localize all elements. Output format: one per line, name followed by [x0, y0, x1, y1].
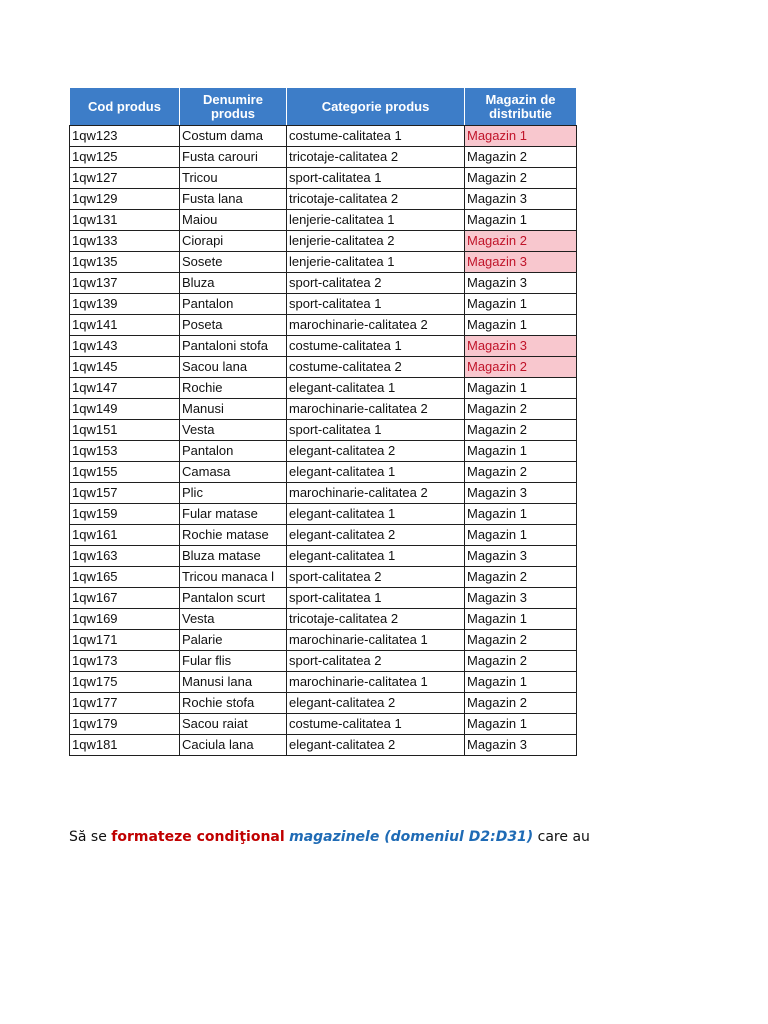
cell-cod-produs[interactable]: 1qw177 [70, 693, 180, 714]
cell-magazin[interactable]: Magazin 1 [465, 441, 577, 462]
table-row [70, 252, 577, 273]
cell-categorie-produs[interactable]: elegant-calitatea 2 [287, 441, 465, 462]
cell-denumire-produs[interactable]: Fusta carouri [180, 147, 287, 168]
cell-magazin[interactable]: Magazin 3 [465, 588, 577, 609]
cell-magazin[interactable]: Magazin 1 [465, 504, 577, 525]
cell-cod-produs[interactable]: 1qw171 [70, 630, 180, 651]
cell-categorie-produs[interactable]: tricotaje-calitatea 2 [287, 189, 465, 210]
cell-magazin[interactable]: Magazin 3 [465, 189, 577, 210]
cell-denumire-produs[interactable]: Manusi lana [180, 672, 287, 693]
table-row [70, 378, 577, 399]
cell-cod-produs[interactable]: 1qw147 [70, 378, 180, 399]
cell-denumire-produs[interactable]: Vesta [180, 420, 287, 441]
cell-denumire-produs[interactable]: Bluza [180, 273, 287, 294]
cell-cod-produs[interactable]: 1qw137 [70, 273, 180, 294]
cell-categorie-produs[interactable]: marochinarie-calitatea 2 [287, 315, 465, 336]
cell-cod-produs[interactable]: 1qw141 [70, 315, 180, 336]
cell-magazin[interactable]: Magazin 2 [465, 567, 577, 588]
cell-denumire-produs[interactable]: Pantalon scurt [180, 588, 287, 609]
cell-categorie-produs[interactable]: marochinarie-calitatea 2 [287, 483, 465, 504]
cell-cod-produs[interactable]: 1qw133 [70, 231, 180, 252]
cell-magazin[interactable]: Magazin 3 [465, 483, 577, 504]
cell-magazin[interactable]: Magazin 1 [465, 609, 577, 630]
cell-magazin[interactable]: Magazin 2 [465, 462, 577, 483]
table-row [70, 525, 577, 546]
cell-cod-produs[interactable]: 1qw163 [70, 546, 180, 567]
cell-denumire-produs[interactable]: Costum dama [180, 126, 287, 147]
cell-categorie-produs[interactable]: elegant-calitatea 2 [287, 525, 465, 546]
cell-cod-produs[interactable]: 1qw159 [70, 504, 180, 525]
cell-denumire-produs[interactable]: Sosete [180, 252, 287, 273]
cell-categorie-produs[interactable]: costume-calitatea 1 [287, 126, 465, 147]
cell-categorie-produs[interactable]: lenjerie-calitatea 2 [287, 231, 465, 252]
cell-cod-produs[interactable]: 1qw129 [70, 189, 180, 210]
cell-cod-produs[interactable]: 1qw145 [70, 357, 180, 378]
cell-cod-produs[interactable]: 1qw161 [70, 525, 180, 546]
cell-denumire-produs[interactable]: Caciula lana [180, 735, 287, 756]
table-row [70, 714, 577, 735]
cell-categorie-produs[interactable]: marochinarie-calitatea 1 [287, 630, 465, 651]
cell-categorie-produs[interactable]: costume-calitatea 1 [287, 336, 465, 357]
table-row [70, 420, 577, 441]
instruction-part-4: magazinele (domeniul D2:D31) [289, 829, 534, 845]
cell-cod-produs[interactable]: 1qw127 [70, 168, 180, 189]
cell-cod-produs[interactable]: 1qw139 [70, 294, 180, 315]
cell-cod-produs[interactable]: 1qw125 [70, 147, 180, 168]
cell-magazin[interactable]: Magazin 1 [465, 714, 577, 735]
cell-magazin[interactable]: Magazin 1 [465, 210, 577, 231]
cell-cod-produs[interactable]: 1qw181 [70, 735, 180, 756]
cell-cod-produs[interactable]: 1qw165 [70, 567, 180, 588]
cell-denumire-produs[interactable]: Tricou [180, 168, 287, 189]
table-row [70, 567, 577, 588]
cell-denumire-produs[interactable]: Tricou manaca l [180, 567, 287, 588]
cell-categorie-produs[interactable]: sport-calitatea 2 [287, 567, 465, 588]
cell-cod-produs[interactable]: 1qw175 [70, 672, 180, 693]
cell-magazin[interactable]: Magazin 3 [465, 273, 577, 294]
cell-cod-produs[interactable]: 1qw169 [70, 609, 180, 630]
cell-denumire-produs[interactable]: Manusi [180, 399, 287, 420]
cell-categorie-produs[interactable]: lenjerie-calitatea 1 [287, 252, 465, 273]
header-categorie-produs[interactable]: Categorie produs [287, 88, 465, 126]
cell-cod-produs[interactable]: 1qw157 [70, 483, 180, 504]
table-row [70, 231, 577, 252]
instruction-part-1: Să se [69, 829, 112, 845]
table-row [70, 504, 577, 525]
instruction-text [69, 829, 590, 845]
cell-magazin[interactable]: Magazin 2 [465, 168, 577, 189]
cell-magazin[interactable]: Magazin 3 [465, 546, 577, 567]
table-row [70, 357, 577, 378]
cell-magazin[interactable]: Magazin 3 [465, 735, 577, 756]
table-row [70, 462, 577, 483]
cell-denumire-produs[interactable]: Pantaloni stofa [180, 336, 287, 357]
cell-cod-produs[interactable]: 1qw153 [70, 441, 180, 462]
cell-denumire-produs[interactable]: Plic [180, 483, 287, 504]
table-row [70, 294, 577, 315]
instruction-part-2: formateze condiţional [111, 829, 285, 845]
cell-cod-produs[interactable]: 1qw179 [70, 714, 180, 735]
cell-categorie-produs[interactable]: elegant-calitatea 1 [287, 462, 465, 483]
table-row [70, 441, 577, 462]
cell-categorie-produs[interactable]: sport-calitatea 1 [287, 294, 465, 315]
cell-denumire-produs[interactable]: Rochie [180, 378, 287, 399]
table-row [70, 336, 577, 357]
table-row [70, 588, 577, 609]
header-cod-produs[interactable]: Cod produs [70, 88, 180, 126]
table-row [70, 546, 577, 567]
table-row [70, 210, 577, 231]
cell-cod-produs[interactable]: 1qw131 [70, 210, 180, 231]
cell-magazin[interactable]: Magazin 1 [465, 525, 577, 546]
cell-cod-produs[interactable]: 1qw143 [70, 336, 180, 357]
instruction-part-5: care au [533, 829, 590, 845]
cell-denumire-produs[interactable]: Ciorapi [180, 231, 287, 252]
cell-categorie-produs[interactable]: tricotaje-calitatea 2 [287, 609, 465, 630]
cell-cod-produs[interactable]: 1qw167 [70, 588, 180, 609]
cell-cod-produs[interactable]: 1qw155 [70, 462, 180, 483]
cell-denumire-produs[interactable]: Fular matase [180, 504, 287, 525]
cell-categorie-produs[interactable]: sport-calitatea 1 [287, 168, 465, 189]
cell-denumire-produs[interactable]: Pantalon [180, 441, 287, 462]
cell-cod-produs[interactable]: 1qw123 [70, 126, 180, 147]
cell-categorie-produs[interactable]: elegant-calitatea 2 [287, 693, 465, 714]
cell-categorie-produs[interactable]: costume-calitatea 2 [287, 357, 465, 378]
cell-magazin[interactable]: Magazin 2 [465, 693, 577, 714]
cell-cod-produs[interactable]: 1qw149 [70, 399, 180, 420]
cell-categorie-produs[interactable]: sport-calitatea 2 [287, 273, 465, 294]
cell-magazin[interactable]: Magazin 3 [465, 252, 577, 273]
cell-categorie-produs[interactable]: elegant-calitatea 1 [287, 546, 465, 567]
cell-magazin[interactable]: Magazin 2 [465, 231, 577, 252]
cell-magazin[interactable]: Magazin 1 [465, 672, 577, 693]
cell-denumire-produs[interactable]: Pantalon [180, 294, 287, 315]
cell-denumire-produs[interactable]: Fular flis [180, 651, 287, 672]
cell-magazin[interactable]: Magazin 2 [465, 420, 577, 441]
table-row [70, 651, 577, 672]
cell-categorie-produs[interactable]: marochinarie-calitatea 1 [287, 672, 465, 693]
table-row [70, 273, 577, 294]
table-row [70, 147, 577, 168]
cell-categorie-produs[interactable]: marochinarie-calitatea 2 [287, 399, 465, 420]
cell-categorie-produs[interactable]: sport-calitatea 1 [287, 420, 465, 441]
cell-categorie-produs[interactable]: elegant-calitatea 2 [287, 735, 465, 756]
cell-categorie-produs[interactable]: elegant-calitatea 1 [287, 378, 465, 399]
table-row [70, 399, 577, 420]
table-row [70, 315, 577, 336]
cell-denumire-produs[interactable]: Rochie stofa [180, 693, 287, 714]
cell-magazin[interactable]: Magazin 3 [465, 336, 577, 357]
cell-categorie-produs[interactable]: costume-calitatea 1 [287, 714, 465, 735]
cell-magazin[interactable]: Magazin 2 [465, 147, 577, 168]
cell-denumire-produs[interactable]: Bluza matase [180, 546, 287, 567]
cell-magazin[interactable]: Magazin 1 [465, 378, 577, 399]
header-denumire-produs[interactable]: Denumire produs [180, 88, 287, 126]
table-row [70, 609, 577, 630]
cell-magazin[interactable]: Magazin 2 [465, 630, 577, 651]
cell-denumire-produs[interactable]: Fusta lana [180, 189, 287, 210]
header-row [70, 88, 577, 126]
table-body [70, 126, 577, 756]
cell-denumire-produs[interactable]: Vesta [180, 609, 287, 630]
cell-denumire-produs[interactable]: Sacou lana [180, 357, 287, 378]
header-magazin-distributie[interactable]: Magazin de distributie [465, 88, 577, 126]
table-row [70, 735, 577, 756]
cell-denumire-produs[interactable]: Maiou [180, 210, 287, 231]
cell-denumire-produs[interactable]: Rochie matase [180, 525, 287, 546]
table-row [70, 672, 577, 693]
cell-denumire-produs[interactable]: Poseta [180, 315, 287, 336]
cell-categorie-produs[interactable]: elegant-calitatea 1 [287, 504, 465, 525]
cell-denumire-produs[interactable]: Sacou raiat [180, 714, 287, 735]
cell-magazin[interactable]: Magazin 2 [465, 651, 577, 672]
cell-magazin[interactable]: Magazin 1 [465, 294, 577, 315]
cell-categorie-produs[interactable]: sport-calitatea 1 [287, 588, 465, 609]
products-table [69, 87, 577, 756]
cell-magazin[interactable]: Magazin 2 [465, 357, 577, 378]
table-row [70, 189, 577, 210]
cell-categorie-produs[interactable]: lenjerie-calitatea 1 [287, 210, 465, 231]
table-row [70, 483, 577, 504]
table-row [70, 693, 577, 714]
cell-categorie-produs[interactable]: tricotaje-calitatea 2 [287, 147, 465, 168]
cell-magazin[interactable]: Magazin 1 [465, 126, 577, 147]
table-row [70, 126, 577, 147]
cell-denumire-produs[interactable]: Camasa [180, 462, 287, 483]
cell-cod-produs[interactable]: 1qw173 [70, 651, 180, 672]
cell-magazin[interactable]: Magazin 1 [465, 315, 577, 336]
cell-cod-produs[interactable]: 1qw151 [70, 420, 180, 441]
cell-categorie-produs[interactable]: sport-calitatea 2 [287, 651, 465, 672]
table-row [70, 168, 577, 189]
cell-denumire-produs[interactable]: Palarie [180, 630, 287, 651]
table-row [70, 630, 577, 651]
cell-cod-produs[interactable]: 1qw135 [70, 252, 180, 273]
cell-magazin[interactable]: Magazin 2 [465, 399, 577, 420]
